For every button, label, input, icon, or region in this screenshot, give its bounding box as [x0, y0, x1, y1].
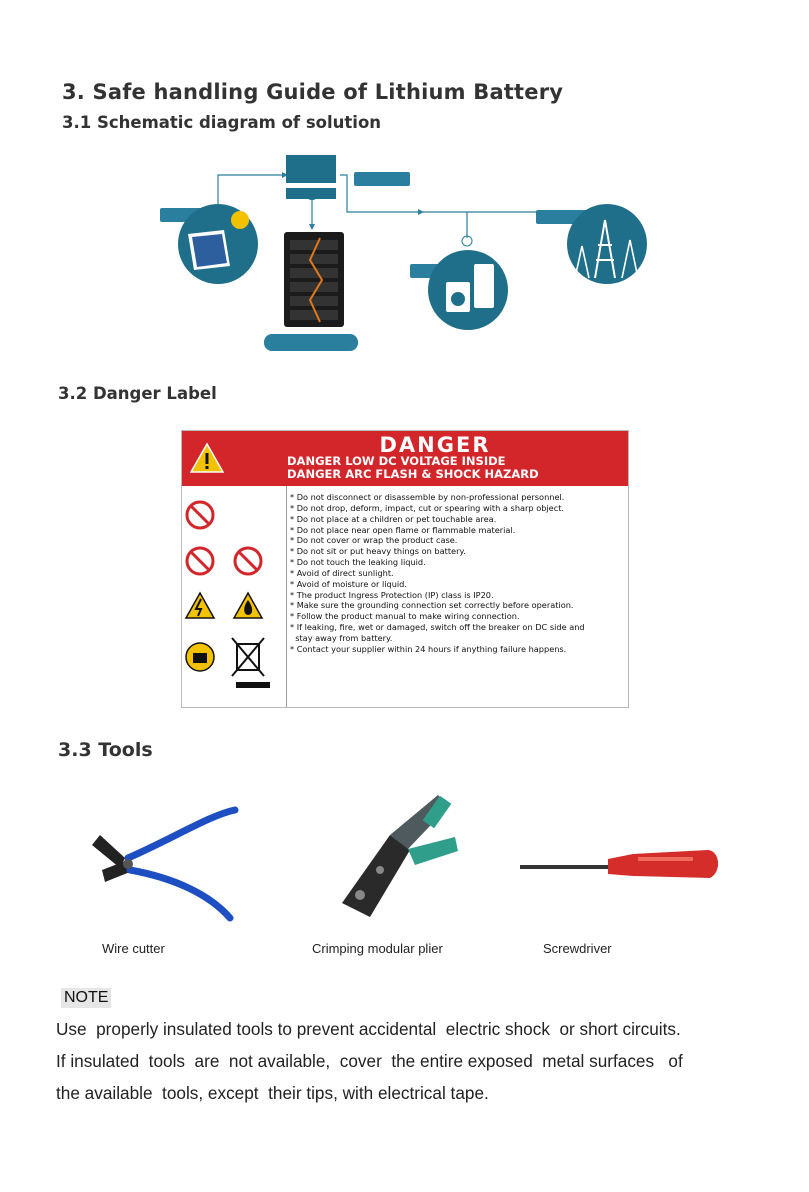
- no-disassembly-icon: [187, 502, 213, 528]
- rule-item: * Follow the product manual to make wiring connection.: [290, 611, 520, 622]
- danger-title: DANGER: [379, 433, 491, 457]
- read-manual-icon: [186, 643, 214, 671]
- note-text-line-1: Use properly insulated tools to prevent accidental electric shock or short circuits.: [56, 1019, 681, 1039]
- no-flame-icon: [187, 548, 213, 574]
- rule-item: * Avoid of direct sunlight.: [290, 567, 394, 578]
- crimping-plier-icon: [330, 785, 470, 925]
- no-trash-icon: [232, 638, 270, 688]
- rule-item: * Make sure the grounding connection set correctly before operation.: [290, 600, 574, 611]
- label-box: [354, 172, 410, 186]
- wire-cutter-icon: [80, 800, 245, 925]
- rule-item: * Do not disconnect or disassemble by non-professional personnel.: [290, 492, 565, 502]
- tool-caption-wire-cutter: Wire cutter: [102, 941, 165, 956]
- note-text-line-2: If insulated tools are not available, cover the entire exposed metal surfaces of: [56, 1051, 683, 1071]
- solar-panel-icon: [160, 204, 258, 284]
- rule-item: * Do not sit or put heavy things on battery.: [290, 546, 466, 557]
- rule-item: * Contact your supplier within 24 hours if anything failure happens.: [290, 643, 567, 654]
- rule-item: * Do not drop, deform, impact, cut or spearing with a sharp object.: [290, 502, 565, 513]
- rule-item: * Avoid of moisture or liquid.: [290, 578, 407, 589]
- rule-item: * The product Ingress Protection (IP) class is IP20.: [290, 589, 494, 600]
- rule-item: * Do not cover or wrap the product case.: [290, 535, 458, 546]
- danger-line-1: DANGER LOW DC VOLTAGE INSIDE: [287, 454, 506, 468]
- note-text-line-3: the available tools, except their tips, with electrical tape.: [56, 1083, 489, 1103]
- safety-icons: [182, 486, 287, 707]
- section-heading-schematic: 3.1 Schematic diagram of solution: [62, 113, 382, 132]
- rule-item: * Do not place at a children or pet touchable area.: [290, 513, 497, 524]
- section-heading-tools: 3.3 Tools: [58, 739, 153, 761]
- danger-line-2: DANGER ARC FLASH & SHOCK HAZARD: [287, 467, 539, 481]
- battery-cabinet-icon: [264, 232, 358, 351]
- electric-hazard-icon: [186, 593, 214, 618]
- fire-hazard-icon: [234, 593, 262, 618]
- solution-schematic-diagram: [150, 150, 660, 360]
- tool-caption-crimping-plier: Crimping modular plier: [312, 941, 443, 956]
- section-heading-danger: 3.2 Danger Label: [58, 384, 217, 403]
- rule-item: * Do not place near open flame or flammable material.: [290, 524, 516, 535]
- inverter-icon: [286, 155, 336, 199]
- tool-caption-screwdriver: Screwdriver: [543, 941, 612, 956]
- page-title: 3. Safe handling Guide of Lithium Battery: [62, 80, 564, 104]
- note-label: NOTE: [61, 988, 111, 1008]
- rule-item: stay away from battery.: [290, 632, 393, 643]
- rule-item: * Do not touch the leaking liquid.: [290, 557, 426, 568]
- home-appliance-icon: [410, 236, 508, 330]
- danger-rules-list: [290, 492, 626, 655]
- screwdriver-icon: [518, 842, 723, 892]
- danger-label: [181, 430, 629, 708]
- rule-item: * If leaking, fire, wet or damaged, switch off the breaker on DC side and: [290, 622, 585, 633]
- no-children-icon: [235, 548, 261, 574]
- power-grid-icon: [536, 204, 647, 284]
